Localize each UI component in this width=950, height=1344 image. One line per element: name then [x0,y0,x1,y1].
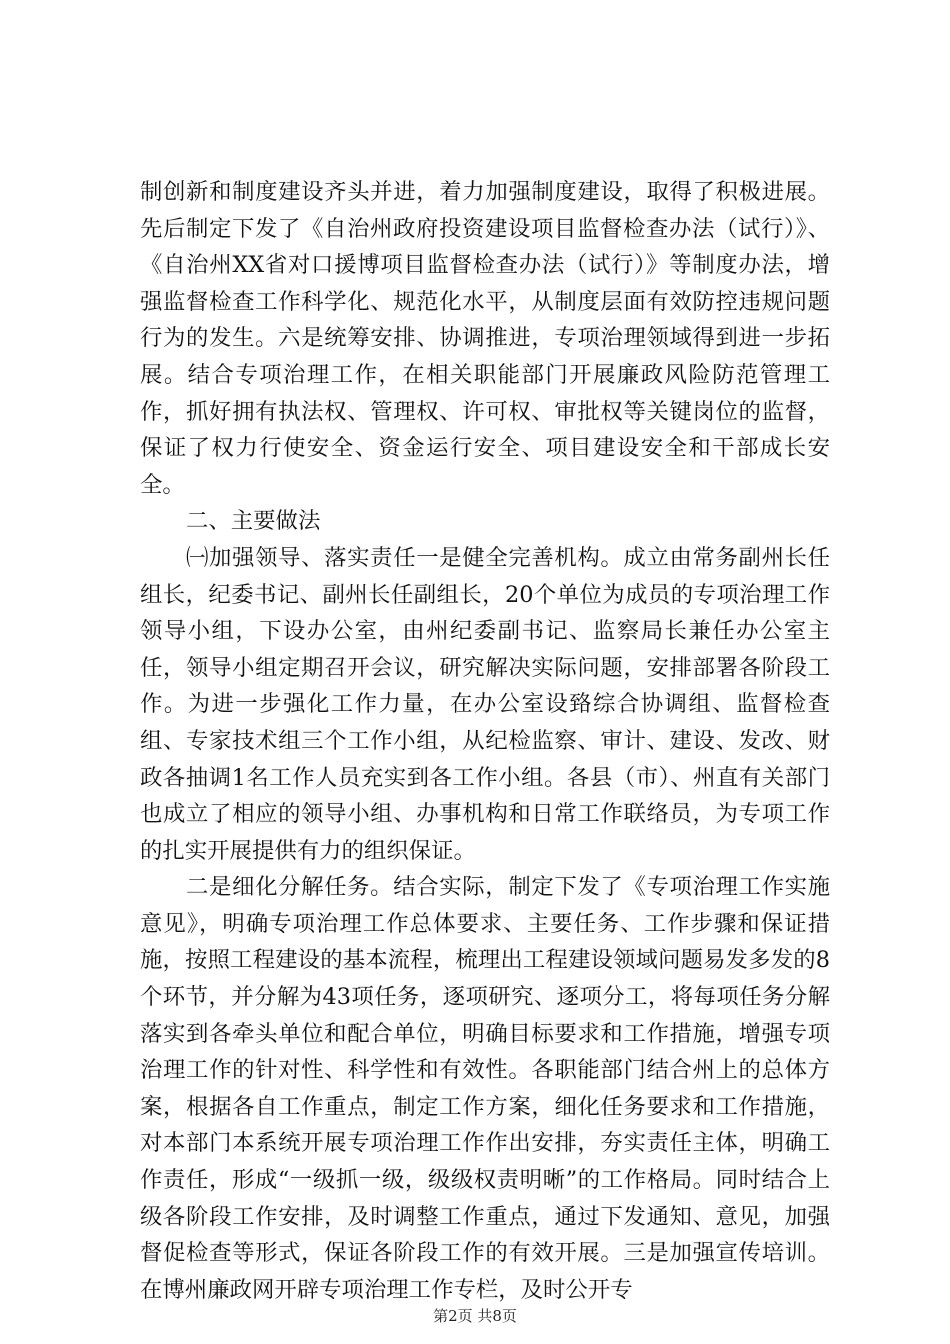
page-footer: 第2页 共8页 [433,1307,517,1325]
document-body [140,174,830,1308]
paragraph-refine-tasks: 二是细化分解任务。结合实际，制定下发了《专项治理工作实施意见》，明确专项治理工作总体要求、主要任务、工作步骤和保证措施，按照工程建设的基本流程，梳理出工程建设领域问题易发多发的8个环节，并分解为43项任务，逐项研究、逐项分工，将每项任务分解落实到各牵头单位和配合单位，明确目标要求和工作措施，增强专项治理工作的针对性、科学性和有效性。各职能部门结合州上的总体方案，根据各自工作重点，制定工作方案，细化任务要求和工作措施，对本部门本系统开展专项治理工作作出安排，夯实责任主体，明确工作责任，形成“一级抓一级，级级权责明晰”的工作格局。同时结合上级各阶段工作安排，及时调整工作重点，通过下发通知、意见，加强督促检查等形式，保证各阶段工作的有效开展。三是加强宣传培训。在博州廉政网开辟专项治理工作专栏，及时公开专 [140,874,830,1303]
paragraph-continuation: 制创新和制度建设齐头并进，着力加强制度建设，取得了积极进展。先后制定下发了《自治州政府投资建设项目监督检查办法（试行）》、《自治州XX省对口援博项目监督检查办法（试行）》等制度办法，增强监督检查工作科学化、规范化水平，从制度层面有效防控违规问题行为的发生。六是统筹安排、协调推进，专项治理领域得到进一步拓展。结合专项治理工作，在相关职能部门开展廉政风险防范管理工作，抓好拥有执法权、管理权、许可权、审批权等关键岗位的监督，保证了权力行使安全、资金运行安全、项目建设安全和干部成长安全。 [140,179,830,498]
section-heading: 二、主要做法 [186,508,321,535]
paragraph-strengthen-leadership: ㈠加强领导、落实责任一是健全完善机构。成立由常务副州长任组长，纪委书记、副州长任副组长，20个单位为成员的专项治理工作领导小组，下设办公室，由州纪委副书记、监察局长兼任办公室主任，领导小组定期召开会议，研究解决实际问题，安排部署各阶段工作。为进一步强化工作力量，在办公室设臵综合协调组、监督检查组、专家技术组三个工作小组，从纪检监察、审计、建设、发改、财政各抽调1名工作人员充实到各工作小组。各县（市）、州直有关部门也成立了相应的领导小组、办事机构和日常工作联络员，为专项工作的扎实开展提供有力的组织保证。 [140,544,830,864]
